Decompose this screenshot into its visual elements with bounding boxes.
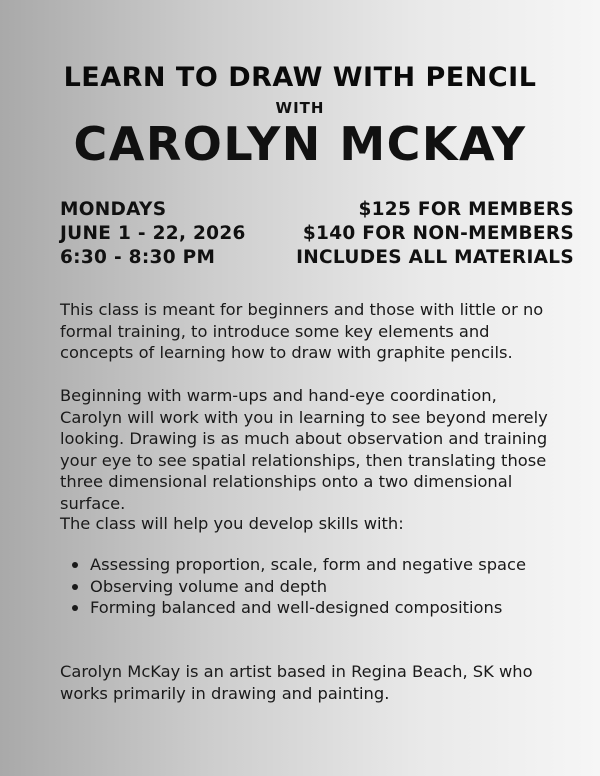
- price-non-members: $140 FOR NON-MEMBERS: [302, 223, 574, 244]
- schedule-time: 6:30 - 8:30 PM: [60, 247, 216, 268]
- list-item-text: Forming balanced and well-designed compositions: [90, 598, 503, 617]
- list-item: [60, 576, 560, 598]
- list-item: [60, 554, 560, 576]
- price-members: $125 FOR MEMBERS: [358, 199, 574, 220]
- instructor-name-title: CAROLYN MCKAY: [73, 117, 527, 171]
- title-line-1: LEARN TO DRAW WITH PENCIL: [63, 62, 537, 93]
- materials-note: INCLUDES ALL MATERIALS: [296, 247, 574, 268]
- schedule-dates: JUNE 1 - 22, 2026: [60, 223, 246, 244]
- schedule-details: [60, 198, 246, 270]
- schedule-day: MONDAYS: [60, 199, 167, 220]
- artist-bio: Carolyn McKay is an artist based in Regina Beach, SK who works primarily in drawing and painting.: [60, 662, 533, 703]
- bullet-icon: [72, 562, 78, 568]
- list-item: [60, 597, 560, 619]
- skills-list: [60, 554, 560, 619]
- intro-paragraph: This class is meant for beginners and those with little or no formal training, to introduce some key elements and concepts of learning how to draw with graphite pencils.: [60, 300, 544, 362]
- skills-intro: The class will help you develop skills with:: [60, 514, 404, 533]
- title-with: WITH: [275, 99, 325, 117]
- class-details: [60, 198, 574, 270]
- list-item-text: Assessing proportion, scale, form and negative space: [90, 555, 526, 574]
- list-item-text: Observing volume and depth: [90, 576, 328, 596]
- bullet-icon: [72, 584, 78, 590]
- bullet-icon: [72, 605, 78, 611]
- description-paragraph: Beginning with warm-ups and hand-eye coordination, Carolyn will work with you in learning to see beyond merely looking. Drawing is as much about observation and training your eye to see spatial relationships, then translating those three dimensional relationships onto a two dimensional surface.: [60, 386, 548, 513]
- pricing-details: [296, 198, 574, 270]
